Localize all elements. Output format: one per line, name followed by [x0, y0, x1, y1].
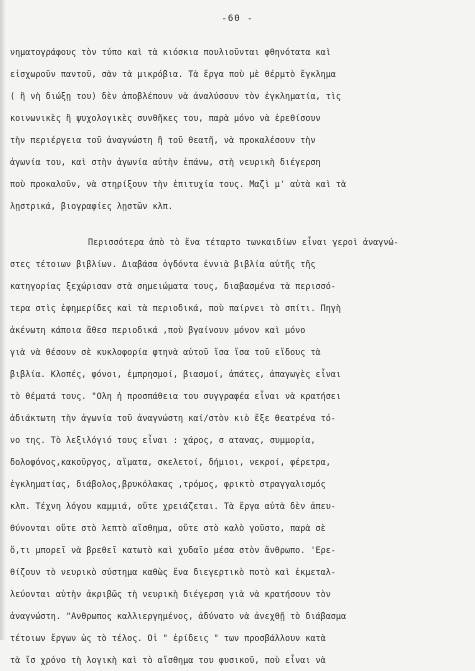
text-line: βιβλία. Κλοπές, φόνοι, ἐμπρησμοί, βιασμοί, ἀπάτες, ἀπαγωγὲς εἶναι	[10, 369, 341, 379]
text-line: τερα στὶς ἐφημερίδες καὶ τὰ περιοδικά, ποὺ παίρνει τὸ σπίτι. Πηγὴ	[10, 303, 341, 313]
page-edge-shadow	[0, 0, 6, 640]
text-line: κατηγορίας ξεχώρισαν στὰ σημειώματα τους, διαβασμένα τὰ περισσό-	[10, 281, 336, 291]
page-number: -60 -	[221, 14, 254, 24]
text-line: θίζουν τὸ νευρικὸ σύστημα καθὼς ἕνα διεγερτικὸ ποτὸ καὶ ἐκμεταλ-	[10, 567, 336, 577]
paragraph-gap	[10, 217, 465, 231]
text-line: γιὰ νὰ θέσουν σὲ κυκλοφορία φτηνὰ αὐτοῦ ἴσα ἴσα τοῦ εἴδους τὰ	[10, 347, 321, 357]
text-line: ἀκένωτη κάποια ἄθεσ περιοδικά ,ποὺ βγαίνουν μόνον καὶ μόνο	[10, 325, 306, 335]
text-line: δολοφόνος,κακοῦργος, αἵματα, σκελετοί, δήμιοι, νεκροί, φέρετρα,	[10, 457, 331, 467]
text-line: εἰσχωροῦν παντοῦ, σὰν τὰ μικρόβια. Τὰ ἔργα ποὺ μὲ θέρμτὸ ἔγκλημα	[10, 69, 336, 79]
text-line: ὅ,τι μπορεῖ νὰ βρεθεῖ κατωτὸ καὶ χυδαῖο μέσα στὸν ἄνθρωπο. 'Ερε-	[10, 545, 336, 555]
text-line: τὰ ἴσ χρόνο τὴ λογικὴ καὶ τὸ αἴσθημα του φυσικοῦ, ποὺ εἶναι νὰ	[10, 655, 326, 665]
text-line: νο της. Τὸ λεξιλόγιό τους εἶναι : χάρος, σ ατανας, συμμορία,	[10, 435, 316, 445]
body-text	[10, 41, 465, 671]
text-line: ἀδιάκτωτη τὴν ἀγωνία τοῦ ἀναγνώστη καί/στὸν κιὸ ἔξε θεατρένα τό-	[10, 413, 336, 423]
text-line: ἀγωνία του, καὶ στὴν ἀγωνία αὐτὴν ἐπάνω, στὴ νευρικὴ διέγερση	[10, 157, 321, 167]
text-line: κοινωνικὲς ἢ ψυχολογικὲς συνθῆκες του, παρὰ μόνο νὰ ἐρεθίσουν	[10, 113, 321, 123]
text-line: τὴν περιέργεια τοῦ ἀναγνώστη ἢ τοῦ θεατῆ, νὰ προκαλέσουν τὴν	[10, 135, 316, 145]
paragraph-first-line: Περισσότερα ἀπὸ τὸ ἕνα τέταρτο τωνκαιδίων εἶναι γεροὶ ἀναγνώ-	[88, 237, 399, 247]
text-line: θύνονται οὔτε στὸ λεπτὸ αἴσθημα, οὔτε στὸ καλὸ γοῦστο, παρὰ σὲ	[10, 523, 326, 533]
text-line: ἀναγνώστη. "Ανθρωπος καλλιεργημένος, ἀδύνατο νὰ ἀνεχθῇ τὸ διάβασμα	[10, 611, 347, 621]
text-line: ( ἢ νὴ διώξῃ του) δὲν ἀποβλέπουν νὰ ἀναλύσουν τὸν ἐγκληματία, τὶς	[10, 91, 341, 101]
text-line: ποὺ προκαλοῦν, νὰ στηρίξουν τὴν ἐπιτυχία τους. Μαζὶ μ' αὐτὰ καὶ τὰ	[10, 179, 347, 189]
text-line: ἐγκληματίας, διάβολος,βρυκόλακας ,τρόμος, φρικτὸ στραγγαλισμός	[10, 479, 326, 489]
text-line: τέτοιων ἔργων ὡς τὸ τέλος. Οἱ " ἐρίδεις " των προσβάλλουν κατὰ	[10, 633, 326, 643]
text-line: νηματογράφους τὸν τύπο καὶ τὰ κιόσκια πουλιοῦνται φθηνότατα καὶ	[10, 47, 331, 57]
text-line: λῃστρικά, βιογραφίες λῃστῶν κλπ.	[10, 201, 173, 211]
text-line: κλπ. Τέχνη λόγου καμμιά, οὔτε χρειάζεται. Τὰ ἔργα αὐτὰ δὲν ἀπευ-	[10, 501, 336, 511]
text-line: λεύονται αὐτὴν ἀκριβῶς τὴ νευρικὴ διέγερση γιὰ νὰ κρατήσουν τὸν	[10, 589, 331, 599]
text-line: τὸ θέματά τους. "Ολη ἡ προσπάθεια του συγγραφέα εἶναι νὰ κρατήσει	[10, 391, 341, 401]
text-line: στες τέτοιων βιβλίων. Διαβάσα ὀγδόντα ἐννιὰ βιβλία αὐτῆς τῆς	[10, 259, 316, 269]
